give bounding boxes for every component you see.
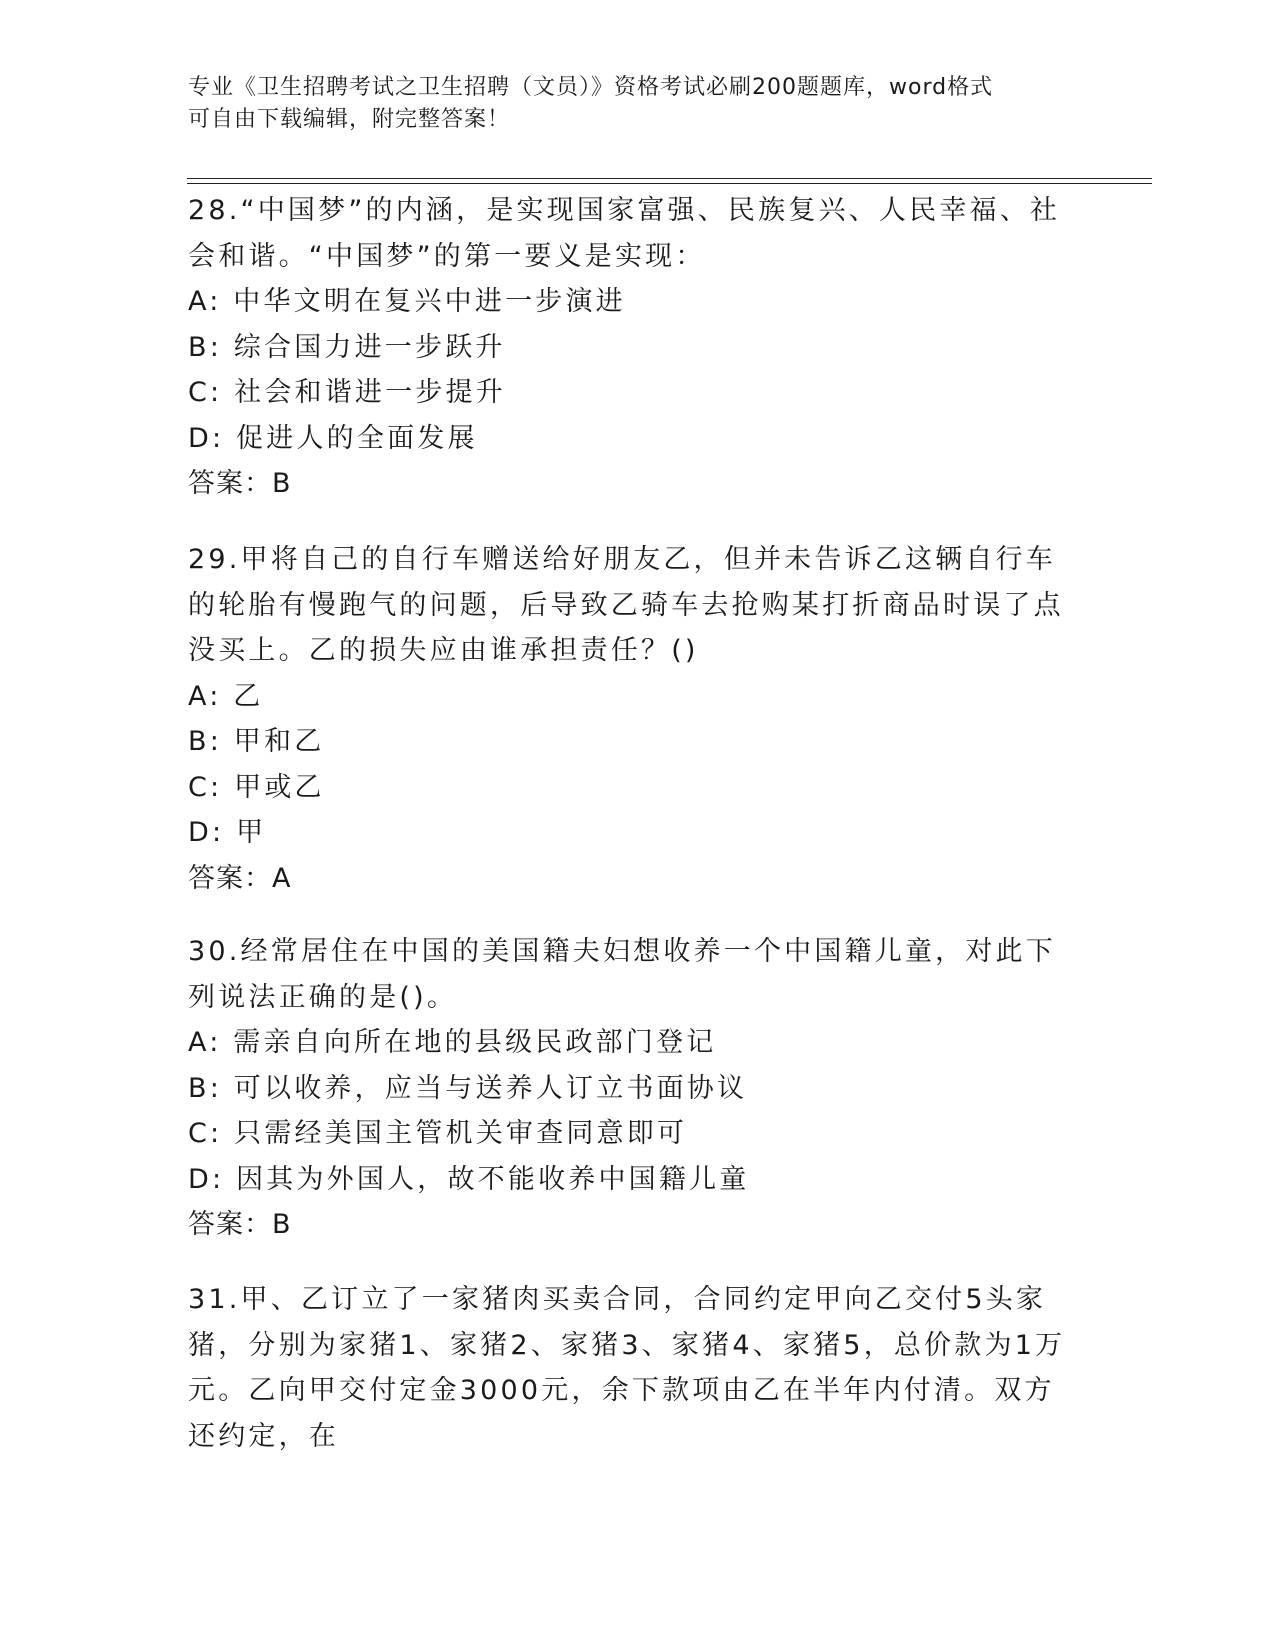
header-line-1: 专业《卫生招聘考试之卫生招聘（文员）》资格考试必刷200题题库，word格式 (188, 75, 994, 100)
option-b: B: 甲和乙 (188, 726, 325, 757)
question-stem: 28.“中国梦”的内涵，是实现国家富强、民族复兴、人民幸福、社会和谐。“中国梦”的第一要义是实现： (188, 195, 1061, 272)
question-stem: 30.经常居住在中国的美国籍夫妇想收养一个中国籍儿童，对此下列说法正确的是()。 (188, 936, 1056, 1013)
answer: 答案：A (188, 862, 292, 894)
option-b: B: 综合国力进一步跃升 (188, 331, 506, 363)
question-stem: 29.甲将自己的自行车赠送给好朋友乙，但并未告诉乙这辆自行车的轮胎有慢跑气的问题，后导致乙骑车去抢购某打折商品时误了点没买上。乙的损失应由谁承担责任？() (188, 544, 1064, 666)
answer: 答案：B (188, 1209, 292, 1240)
option-b: B: 可以收养，应当与送养人订立书面协议 (188, 1072, 748, 1104)
header-divider-top (187, 178, 1152, 179)
option-a: A: 需亲自向所在地的县级民政部门登记 (188, 1027, 717, 1058)
option-d: D: 促进人的全面发展 (188, 422, 478, 454)
question-29 (188, 537, 1078, 901)
option-c: C: 甲或乙 (188, 771, 325, 803)
option-a: A: 中华文明在复兴中进一步演进 (188, 286, 626, 317)
header-line-2: 可自由下载编辑，附完整答案！ (188, 107, 511, 132)
header-divider-bottom (187, 183, 1152, 184)
option-c: C: 只需经美国主管机关审查同意即可 (188, 1118, 688, 1149)
option-c: C: 社会和谐进一步提升 (188, 377, 506, 408)
question-30 (188, 929, 1078, 1248)
option-d: D: 甲 (188, 817, 267, 848)
option-d: D: 因其为外国人，故不能收养中国籍儿童 (188, 1163, 750, 1195)
option-a: A: 乙 (188, 680, 264, 712)
question-28 (188, 188, 1078, 507)
document-header (188, 72, 1088, 136)
question-31 (188, 1277, 1078, 1459)
question-stem: 31.甲、乙订立了一家猪肉买卖合同，合同约定甲向乙交付5头家猪，分别为家猪1、家猪2、家猪3、家猪4、家猪5，总价款为1万元。乙向甲交付定金3000元，余下款项由乙在半年内付清。双方还约定，在 (188, 1284, 1066, 1452)
answer: 答案：B (188, 468, 292, 499)
